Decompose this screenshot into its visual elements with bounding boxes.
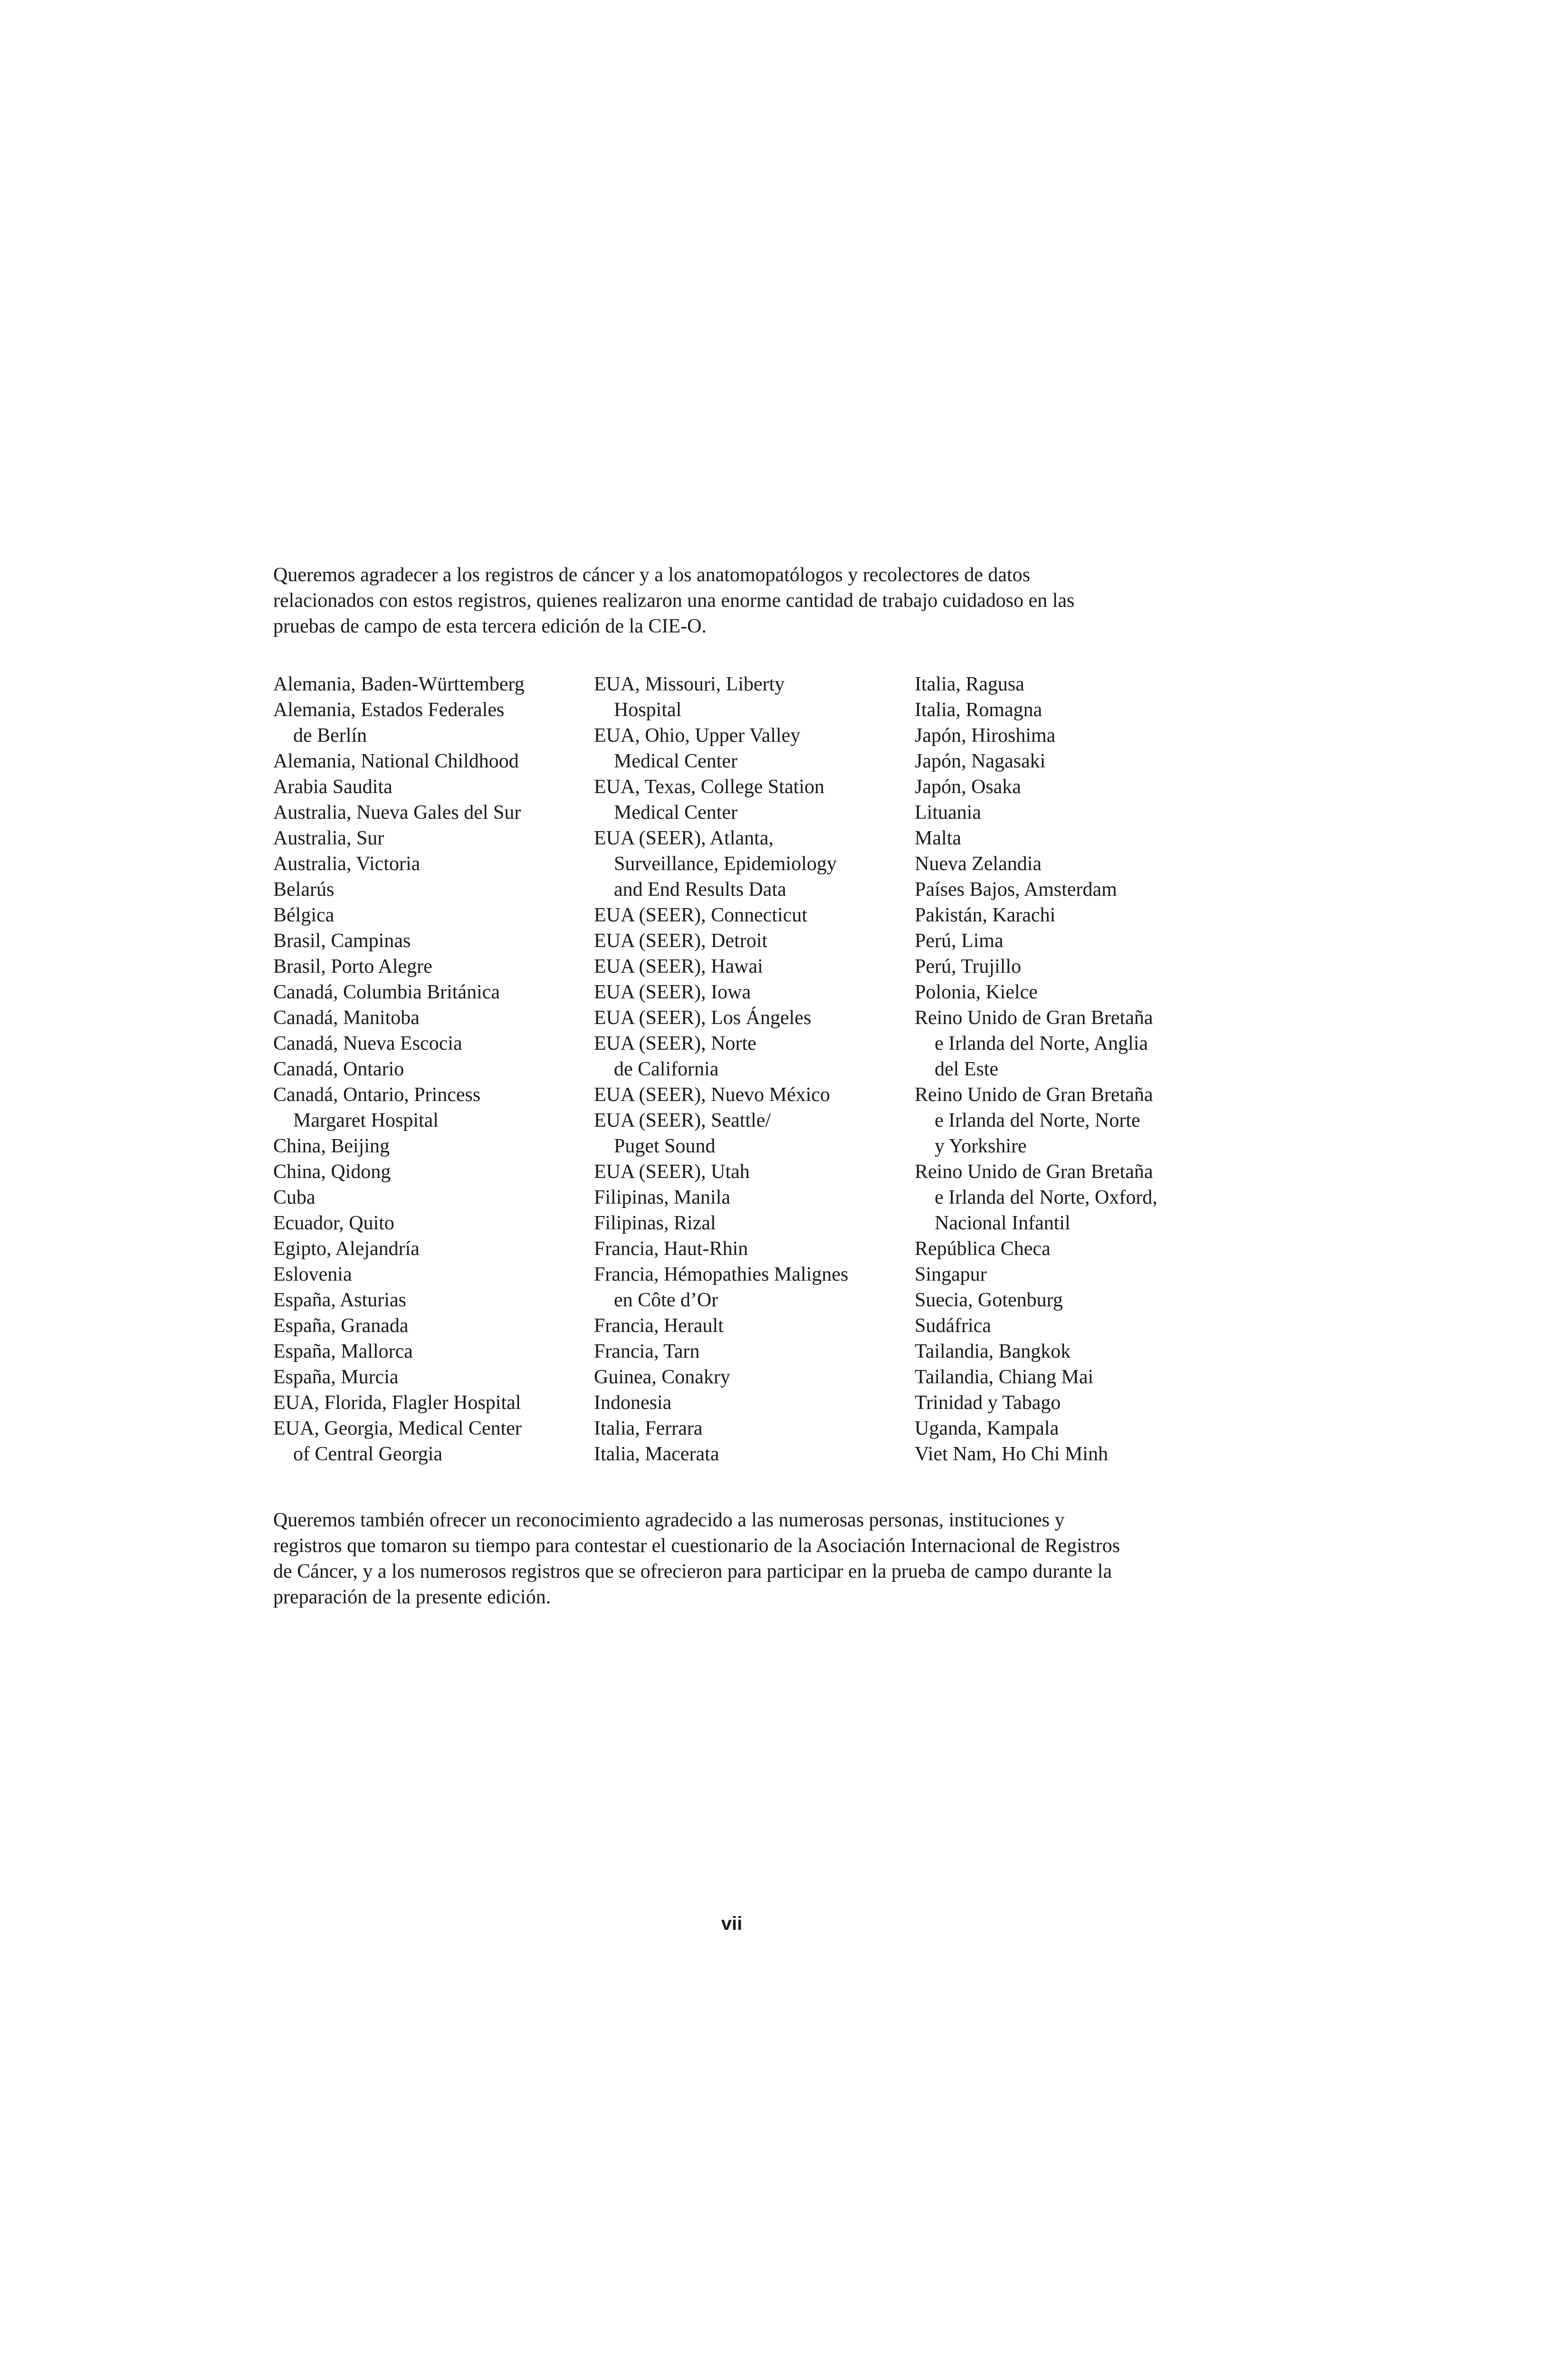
registry-entry-text: Canadá, Nueva Escocia <box>273 1033 462 1054</box>
registry-entry <box>915 1390 1247 1416</box>
registry-entry-text: España, Granada <box>273 1315 409 1337</box>
registry-entry <box>273 1005 587 1031</box>
registry-entry <box>594 723 908 774</box>
registry-entry <box>594 1236 908 1262</box>
registry-entry-text: Italia, Ferrara <box>594 1418 703 1439</box>
registry-entry-text: EUA (SEER), Atlanta, <box>594 827 774 849</box>
registry-entry-continuation: del Este <box>935 1058 999 1080</box>
registry-entry-text: EUA (SEER), Utah <box>594 1161 750 1183</box>
registry-entry-text: Canadá, Manitoba <box>273 1007 420 1029</box>
registry-entry <box>273 928 587 954</box>
registry-entry-text: Canadá, Columbia Británica <box>273 981 500 1003</box>
registry-entry <box>915 979 1247 1005</box>
registry-entry <box>594 1441 908 1467</box>
registry-entry <box>273 1185 587 1210</box>
registry-entry-text: Francia, Herault <box>594 1315 724 1337</box>
intro-line: pruebas de campo de esta tercera edición de la CIE-O. <box>273 615 707 637</box>
registry-entry <box>273 748 587 774</box>
registry-entry <box>273 851 587 877</box>
closing-line: registros que tomaron su tiempo para contestar el cuestionario de la Asociación Internacional de Registros <box>273 1535 1120 1557</box>
registry-entry-text: Pakistán, Karachi <box>915 904 1056 926</box>
registry-entry <box>915 902 1247 928</box>
registry-entry <box>915 1262 1247 1287</box>
registry-entry-text: EUA, Florida, Flagler Hospital <box>273 1392 521 1414</box>
registry-entry-text: Polonia, Kielce <box>915 981 1038 1003</box>
registry-entry-text: China, Beijing <box>273 1135 390 1157</box>
registry-entry <box>273 877 587 902</box>
registry-entry <box>594 1339 908 1364</box>
registry-entry-text: Trinidad y Tabago <box>915 1392 1061 1414</box>
registry-entry-text: EUA (SEER), Detroit <box>594 930 768 952</box>
registry-entry-text: Brasil, Campinas <box>273 930 411 952</box>
registry-entry-text: Francia, Hémopathies Malignes <box>594 1264 849 1285</box>
registry-entry <box>915 697 1247 723</box>
registry-entry-text: China, Qidong <box>273 1161 391 1183</box>
registry-entry-continuation: Hospital <box>614 699 682 721</box>
registry-entry <box>915 723 1247 748</box>
registry-entry <box>594 774 908 825</box>
registry-entry-text: Alemania, National Childhood <box>273 750 519 772</box>
registry-entry <box>273 1210 587 1236</box>
registry-entry-continuation: e Irlanda del Norte, Anglia <box>935 1033 1148 1054</box>
registry-entry-text: Belarús <box>273 879 335 901</box>
intro-line: relacionados con estos registros, quienes realizaron una enorme cantidad de trabajo cuidadoso en las <box>273 590 1075 612</box>
registry-entry-text: Egipto, Alejandría <box>273 1238 420 1260</box>
registry-entry-text: EUA, Missouri, Liberty <box>594 673 785 695</box>
registry-entry-text: EUA, Texas, College Station <box>594 776 825 798</box>
registry-entry-text: España, Mallorca <box>273 1341 413 1362</box>
registry-column-2 <box>594 671 908 1467</box>
registry-entry-text: EUA (SEER), Hawai <box>594 956 763 977</box>
registry-entry <box>915 1441 1247 1467</box>
registry-entry <box>915 1287 1247 1313</box>
registry-entry-text: EUA, Ohio, Upper Valley <box>594 725 801 747</box>
registry-list <box>273 671 1271 1479</box>
closing-line: preparación de la presente edición. <box>273 1586 551 1608</box>
registry-entry <box>273 671 587 697</box>
registry-entry-text: Sudáfrica <box>915 1315 991 1337</box>
registry-entry-text: Australia, Victoria <box>273 853 421 875</box>
registry-entry-text: Italia, Romagna <box>915 699 1042 721</box>
registry-entry-continuation: Medical Center <box>614 802 738 824</box>
registry-entry-text: EUA, Georgia, Medical Center <box>273 1418 522 1439</box>
registry-entry-text: Canadá, Ontario, Princess <box>273 1084 481 1106</box>
registry-entry-text: Reino Unido de Gran Bretaña <box>915 1007 1153 1029</box>
registry-entry-continuation: and End Results Data <box>614 879 786 901</box>
registry-entry-text: Filipinas, Rizal <box>594 1212 716 1234</box>
registry-entry <box>273 1287 587 1313</box>
registry-entry-continuation: Nacional Infantil <box>935 1212 1071 1234</box>
registry-entry-text: Japón, Osaka <box>915 776 1021 798</box>
registry-entry-text: Arabia Saudita <box>273 776 392 798</box>
registry-entry-text: Lituania <box>915 802 981 824</box>
registry-entry <box>594 1159 908 1185</box>
registry-entry-text: Japón, Hiroshima <box>915 725 1056 747</box>
registry-entry <box>594 1005 908 1031</box>
registry-entry <box>273 1364 587 1390</box>
registry-entry-text: Cuba <box>273 1187 316 1208</box>
registry-entry-text: EUA (SEER), Nuevo México <box>594 1084 830 1106</box>
registry-entry <box>915 800 1247 825</box>
closing-line: Queremos también ofrecer un reconocimiento agradecido a las numerosas personas, instituciones y <box>273 1509 1065 1531</box>
registry-entry-continuation: Margaret Hospital <box>293 1110 439 1131</box>
registry-entry-continuation: en Côte d’Or <box>614 1289 718 1311</box>
registry-entry-text: Ecuador, Quito <box>273 1212 394 1234</box>
registry-entry <box>915 1313 1247 1339</box>
registry-entry-text: Malta <box>915 827 961 849</box>
registry-entry-text: Tailandia, Chiang Mai <box>915 1366 1094 1388</box>
registry-entry <box>915 825 1247 851</box>
registry-entry-text: Guinea, Conakry <box>594 1366 730 1388</box>
registry-entry-text: Perú, Lima <box>915 930 1004 952</box>
registry-entry-text: Japón, Nagasaki <box>915 750 1046 772</box>
registry-entry-text: Francia, Haut-Rhin <box>594 1238 748 1260</box>
registry-entry <box>915 1416 1247 1441</box>
registry-entry <box>915 1082 1247 1159</box>
registry-entry <box>273 1313 587 1339</box>
registry-entry <box>273 1416 587 1467</box>
registry-entry-continuation: y Yorkshire <box>935 1135 1027 1157</box>
registry-entry <box>273 1056 587 1082</box>
registry-entry <box>273 1159 587 1185</box>
registry-entry <box>915 954 1247 979</box>
registry-entry-text: EUA (SEER), Norte <box>594 1033 756 1054</box>
registry-entry-text: Países Bajos, Amsterdam <box>915 879 1117 901</box>
registry-entry <box>915 851 1247 877</box>
registry-column-1 <box>273 671 587 1467</box>
registry-entry-continuation: de California <box>614 1058 719 1080</box>
registry-entry <box>594 1390 908 1416</box>
registry-entry-text: Australia, Nueva Gales del Sur <box>273 802 521 824</box>
registry-entry <box>273 697 587 748</box>
registry-entry-text: EUA (SEER), Los Ángeles <box>594 1007 812 1029</box>
registry-entry-text: Canadá, Ontario <box>273 1058 404 1080</box>
registry-entry <box>594 902 908 928</box>
registry-entry-text: Viet Nam, Ho Chi Minh <box>915 1443 1108 1465</box>
registry-entry <box>594 1262 908 1313</box>
registry-entry <box>594 979 908 1005</box>
registry-entry-text: Indonesia <box>594 1392 672 1414</box>
registry-entry-text: EUA (SEER), Connecticut <box>594 904 808 926</box>
registry-entry <box>273 1133 587 1159</box>
registry-entry-text: Filipinas, Manila <box>594 1187 730 1208</box>
registry-entry <box>273 902 587 928</box>
registry-entry-text: Brasil, Porto Alegre <box>273 956 432 977</box>
registry-entry-text: República Checa <box>915 1238 1051 1260</box>
closing-paragraph <box>273 1507 1205 1610</box>
registry-entry-text: Reino Unido de Gran Bretaña <box>915 1161 1153 1183</box>
registry-entry-text: Uganda, Kampala <box>915 1418 1059 1439</box>
registry-entry <box>915 671 1247 697</box>
registry-entry <box>594 1210 908 1236</box>
registry-entry <box>273 1390 587 1416</box>
registry-entry <box>273 774 587 800</box>
registry-entry <box>273 1262 587 1287</box>
registry-entry <box>915 1005 1247 1082</box>
registry-entry-text: Perú, Trujillo <box>915 956 1022 977</box>
registry-entry <box>594 928 908 954</box>
registry-column-3 <box>915 671 1247 1467</box>
registry-entry <box>915 1364 1247 1390</box>
registry-entry <box>915 1236 1247 1262</box>
registry-entry <box>594 1108 908 1159</box>
registry-entry <box>915 748 1247 774</box>
registry-entry-text: España, Murcia <box>273 1366 399 1388</box>
registry-entry <box>915 1339 1247 1364</box>
registry-entry-text: EUA (SEER), Iowa <box>594 981 751 1003</box>
registry-entry-text: Singapur <box>915 1264 987 1285</box>
registry-entry-text: Alemania, Baden-Württemberg <box>273 673 525 695</box>
registry-entry <box>273 1031 587 1056</box>
registry-entry <box>594 1416 908 1441</box>
registry-entry <box>594 825 908 902</box>
registry-entry <box>273 1339 587 1364</box>
registry-entry-text: Bélgica <box>273 904 335 926</box>
registry-entry-continuation: Puget Sound <box>614 1135 716 1157</box>
registry-entry <box>594 1185 908 1210</box>
registry-entry-continuation: Surveillance, Epidemiology <box>614 853 837 875</box>
registry-entry-text: Alemania, Estados Federales <box>273 699 505 721</box>
registry-entry <box>273 979 587 1005</box>
intro-paragraph <box>273 562 1205 639</box>
registry-entry-text: Italia, Ragusa <box>915 673 1024 695</box>
registry-entry <box>594 954 908 979</box>
registry-entry-text: Suecia, Gotenburg <box>915 1289 1063 1311</box>
registry-entry-continuation: de Berlín <box>293 725 367 747</box>
registry-entry-continuation: e Irlanda del Norte, Oxford, <box>935 1187 1157 1208</box>
registry-entry-text: Eslovenia <box>273 1264 352 1285</box>
registry-entry <box>594 1313 908 1339</box>
registry-entry <box>594 1031 908 1082</box>
intro-line: Queremos agradecer a los registros de cáncer y a los anatomopatólogos y recolectores de datos <box>273 564 1031 586</box>
registry-entry <box>594 1082 908 1108</box>
registry-entry <box>915 774 1247 800</box>
registry-entry-continuation: of Central Georgia <box>293 1443 443 1465</box>
registry-entry <box>915 1159 1247 1236</box>
registry-entry <box>273 825 587 851</box>
registry-entry-text: EUA (SEER), Seattle/ <box>594 1110 771 1131</box>
registry-entry-text: Tailandia, Bangkok <box>915 1341 1071 1362</box>
registry-entry <box>273 954 587 979</box>
registry-entry <box>915 877 1247 902</box>
closing-line: de Cáncer, y a los numerosos registros que se ofrecieron para participar en la prueba de campo durante la <box>273 1561 1112 1582</box>
registry-entry <box>594 1364 908 1390</box>
registry-entry-text: Francia, Tarn <box>594 1341 700 1362</box>
registry-entry <box>273 800 587 825</box>
registry-entry <box>273 1236 587 1262</box>
registry-entry <box>915 928 1247 954</box>
registry-entry-continuation: Medical Center <box>614 750 738 772</box>
registry-entry <box>594 671 908 723</box>
registry-entry <box>273 1082 587 1133</box>
registry-entry-text: Italia, Macerata <box>594 1443 719 1465</box>
registry-entry-text: Nueva Zelandia <box>915 853 1042 875</box>
registry-entry-text: España, Asturias <box>273 1289 406 1311</box>
page-number: vii <box>721 1913 743 1934</box>
registry-entry-continuation: e Irlanda del Norte, Norte <box>935 1110 1140 1131</box>
registry-entry-text: Reino Unido de Gran Bretaña <box>915 1084 1153 1106</box>
registry-entry-text: Australia, Sur <box>273 827 384 849</box>
